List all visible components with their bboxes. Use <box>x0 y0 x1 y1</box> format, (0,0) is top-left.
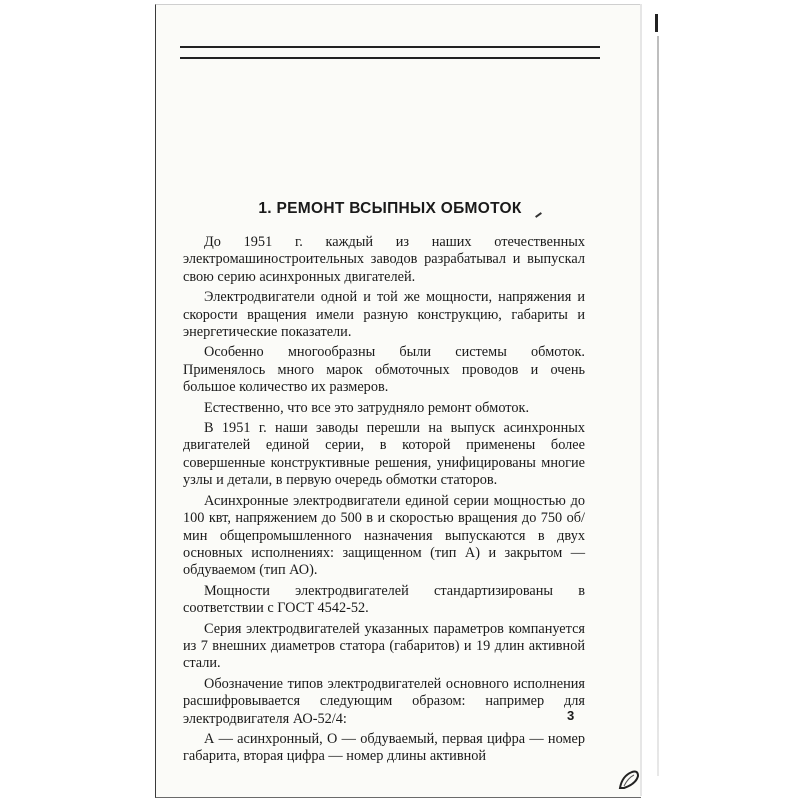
header-rule-bottom <box>180 57 600 59</box>
paragraph: Электродвигатели одной и той же мощности, напряжения и скорости вращения имели разную конструкцию, габариты и энергетические показатели. <box>183 289 585 341</box>
paragraph: Особенно многообразны были системы обмоток. Применялось много марок обмоточных проводов и очень большое количество их размеров. <box>183 344 585 396</box>
paragraph: Серия электродвигателей указанных параметров компануется из 7 внешних диаметров статора (габаритов) и 19 длин активной стали. <box>183 620 585 672</box>
section-heading: 1. РЕМОНТ ВСЫПНЫХ ОБМОТОК <box>258 200 522 217</box>
paragraph: Естественно, что все это затрудняло ремонт обмоток. <box>204 399 530 416</box>
body-text <box>183 234 585 769</box>
scan-edge-mark <box>655 14 658 32</box>
paragraph: В 1951 г. наши заводы перешли на выпуск асинхронных двигателей единой серии, в которой применены более совершенные конструктивные решения, унифицированы многие узлы и детали, в первую очередь обмотки статоров. <box>183 420 585 489</box>
paragraph: Асинхронные электродвигатели единой серии мощностью до 100 квт, напряжением до 500 в и скоростью вращения до 750 об/мин общепромышленного назначения выпускаются в двух основных исполнениях: защищенном (тип А) и закрытом — обдуваемом (тип АО). <box>183 492 585 579</box>
page-number: 3 <box>567 708 575 723</box>
scan-shadow <box>657 36 659 776</box>
header-rule-top <box>180 46 600 48</box>
paragraph: Обозначение типов электродвигателей основного исполнения расшифровывается следующим образом: например для электродвигателя АО-52/4: <box>183 675 585 727</box>
paragraph: Мощности электродвигателей стандартизированы в соответствии с ГОСТ 4542-52. <box>183 582 585 617</box>
paragraph: До 1951 г. каждый из наших отечественных электромашиностроительных заводов разрабатывал и выпускал свою серию асинхронных двигателей. <box>183 234 585 285</box>
paragraph: А — асинхронный, О — обдуваемый, первая цифра — номер габарита, вторая цифра — номер длины активной <box>183 730 585 765</box>
page-edge <box>640 4 642 796</box>
page-curl-icon <box>618 768 640 790</box>
